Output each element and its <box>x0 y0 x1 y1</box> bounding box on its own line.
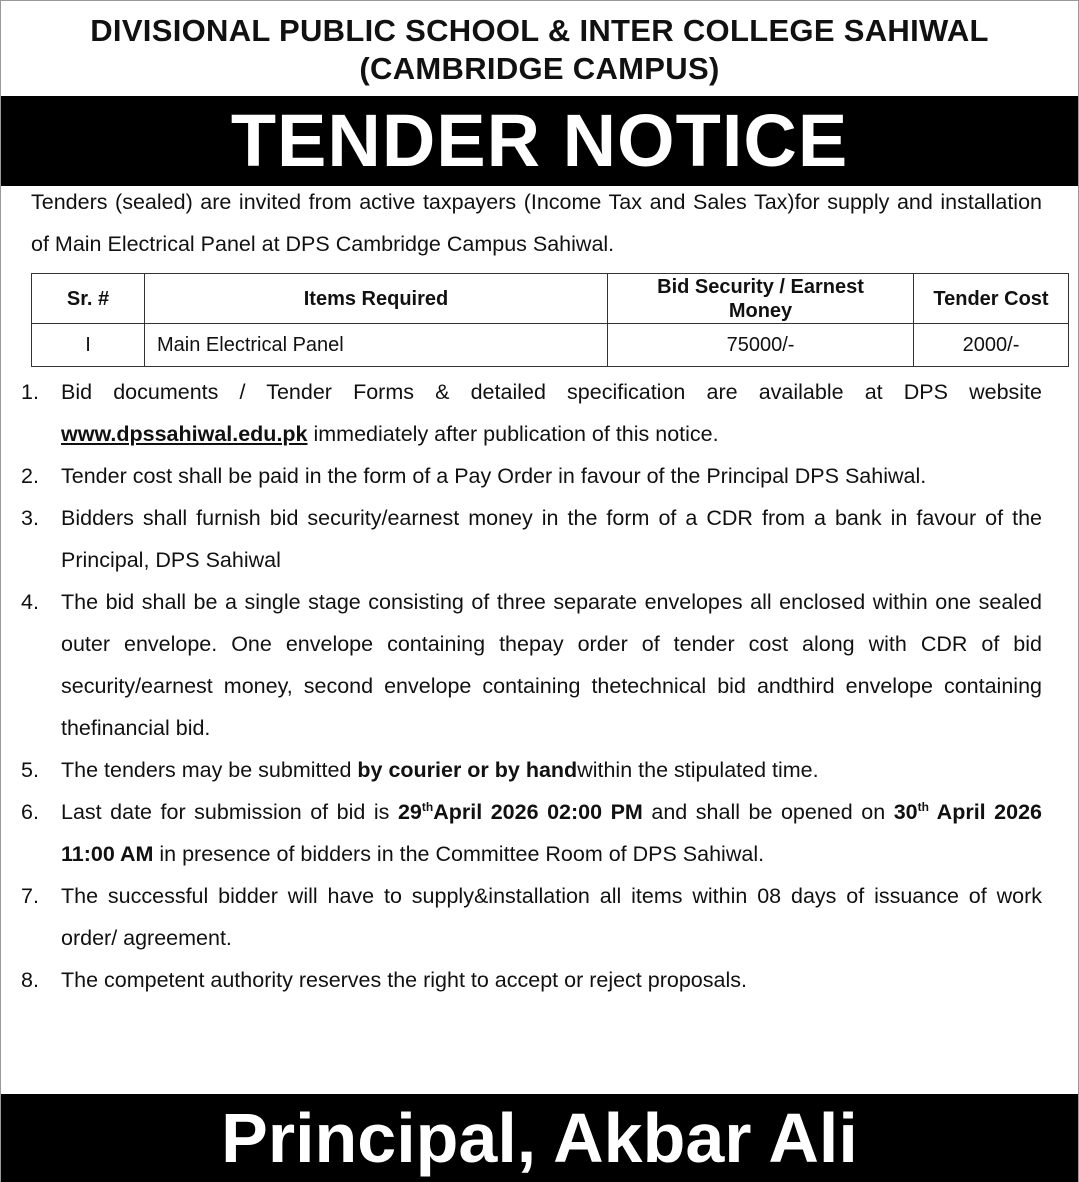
tender-table <box>31 273 1069 367</box>
website-link[interactable]: www.dpssahiwal.edu.pk <box>61 422 308 446</box>
item-text: and shall be opened on <box>642 800 894 824</box>
col-header-tender-cost: Tender Cost <box>914 274 1069 324</box>
cell-item: Main Electrical Panel <box>145 324 608 367</box>
cell-tender-cost: 2000/- <box>914 324 1069 367</box>
signatory: Principal, Akbar Ali <box>1 1094 1078 1182</box>
list-item <box>1 959 1042 1001</box>
item-text: The successful bidder will have to supply&installation all items within 08 days of issuance of work order/ agreement. <box>61 884 1042 950</box>
item-number: 2. <box>21 464 39 488</box>
school-name: DIVISIONAL PUBLIC SCHOOL & INTER COLLEGE SAHIWAL <box>90 13 989 48</box>
opening-day-suffix: th <box>917 799 929 814</box>
deadline-day: 29 <box>397 800 422 824</box>
item-number: 5. <box>21 758 39 782</box>
item-text: immediately after publication of this notice. <box>307 422 719 446</box>
submission-method: by courier or by hand <box>357 758 578 782</box>
notice-title: TENDER NOTICE <box>1 96 1078 186</box>
item-text: within the stipulated time. <box>577 758 819 782</box>
col-header-bid-security: Bid Security / Earnest Money <box>608 274 914 324</box>
list-item <box>1 455 1042 497</box>
deadline-day-suffix: th <box>421 799 434 814</box>
list-item <box>1 581 1042 749</box>
item-number: 3. <box>21 506 39 530</box>
item-text: The competent authority reserves the right to accept or reject proposals. <box>61 968 747 992</box>
list-item <box>1 749 1042 791</box>
item-number: 6. <box>21 800 39 824</box>
list-item <box>1 791 1042 875</box>
col-header-items: Items Required <box>145 274 608 324</box>
cell-bid-security: 75000/- <box>608 324 914 367</box>
table-header-row <box>32 274 1069 324</box>
item-text: Last date for submission of bid is <box>61 800 398 824</box>
campus-name: (CAMBRIDGE CAMPUS) <box>359 51 720 86</box>
item-number: 8. <box>21 968 39 992</box>
item-text: The bid shall be a single stage consisting of three separate envelopes all enclosed within one sealed outer envelope. One envelope containing thepay order of tender cost along with CDR of bid security/earnest money, second envelope containing thetechnical bid andthird envelope containing thefinancial bid. <box>61 590 1042 740</box>
item-number: 4. <box>21 590 39 614</box>
list-item <box>1 497 1042 581</box>
intro-paragraph: Tenders (sealed) are invited from active taxpayers (Income Tax and Sales Tax)for supply and installation of Main Electrical Panel at DPS Cambridge Campus Sahiwal. <box>31 190 1042 256</box>
item-text: Bidders shall furnish bid security/earnest money in the form of a CDR from a bank in favour of the Principal, DPS Sahiwal <box>61 506 1042 572</box>
col-header-sr: Sr. # <box>32 274 145 324</box>
item-text: Bid documents / Tender Forms & detailed specification are available at DPS website <box>61 380 1042 404</box>
item-text: The tenders may be submitted <box>61 758 358 782</box>
deadline-date: April 2026 02:00 PM <box>433 800 643 824</box>
list-item <box>1 371 1042 455</box>
item-text: Tender cost shall be paid in the form of a Pay Order in favour of the Principal DPS Sahiwal. <box>61 464 927 488</box>
opening-day: 30 <box>893 800 918 824</box>
conditions-list <box>1 371 1042 1001</box>
item-number: 1. <box>21 380 39 404</box>
submission-deadline <box>398 800 643 824</box>
cell-sr: I <box>32 324 145 367</box>
item-number: 7. <box>21 884 39 908</box>
item-text: in presence of bidders in the Committee Room of DPS Sahiwal. <box>153 842 765 866</box>
table-row <box>32 324 1069 367</box>
opening-date-text: April 2026 11:00 AM <box>61 800 1043 866</box>
list-item <box>1 875 1042 959</box>
